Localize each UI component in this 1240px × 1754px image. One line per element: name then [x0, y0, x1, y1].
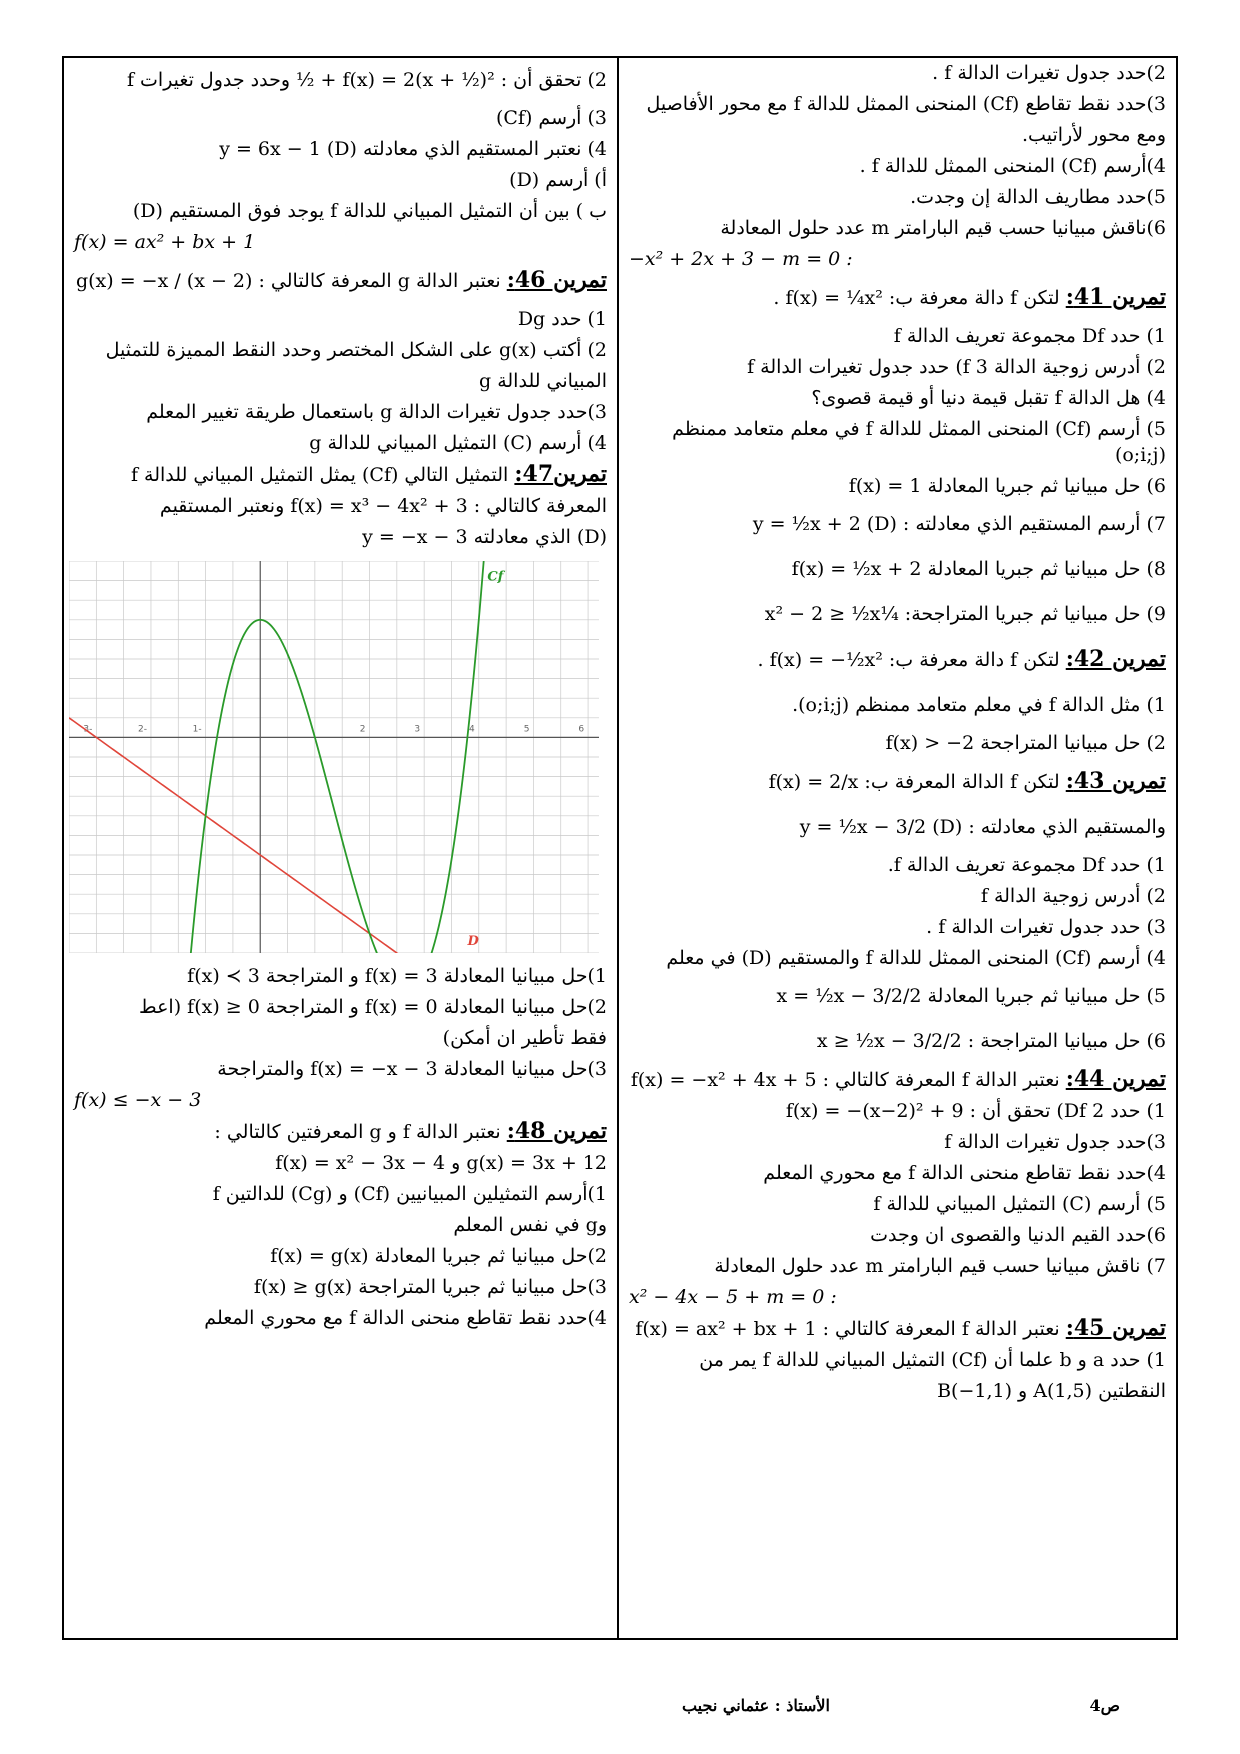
- exercise-45-header: تمرين 45: نعتبر الدالة f المعرفة كالتالي : f(x) = ax² + bx + 1: [635, 1315, 1166, 1341]
- text-line: 1) حدد Df مجموعة تعريف الدالة f.: [887, 854, 1166, 876]
- equation-line: f(x) ≤ −x − 3: [74, 1089, 202, 1111]
- text-line: 4) أرسم (C) التمثيل المبياني للدالة g: [309, 432, 607, 454]
- grid: [69, 561, 599, 953]
- text-line: المبياني للدالة g: [479, 370, 607, 392]
- tick-label: -2: [137, 724, 147, 735]
- text-line: 1) حدد Df مجموعة تعريف الدالة f: [893, 325, 1166, 347]
- exercise-44-header: تمرين 44: نعتبر الدالة f المعرفة كالتالي : f(x) = −x² + 4x + 5: [630, 1066, 1166, 1092]
- text-line: 2) تحقق أن : f(x) = 2(x + ½)² + ½ وحدد جدول تغيرات f: [126, 69, 607, 91]
- text-line: 1) حدد Df 2) تحقق أن : f(x) = −(x−2)² + 9: [785, 1100, 1166, 1122]
- equation-line: −x² + 2x + 3 − m = 0 :: [629, 248, 853, 270]
- text-line: 9) حل مبيانيا ثم جبريا المتراجحة: ¼x² − 2 ≥ ½x: [764, 603, 1166, 625]
- text-line: 4) هل الدالة f تقبل قيمة دنيا أو قيمة قصوى؟: [811, 387, 1166, 409]
- exercise-47-graph: [69, 561, 599, 953]
- text-line: 6) حل مبيانيا المتراجحة : 2/x ≥ ½x − 3/2: [816, 1030, 1166, 1052]
- text-line: 2) أدرس زوجية الدالة f 3) حدد جدول تغيرات الدالة f: [747, 356, 1166, 378]
- equation-line: x² − 4x − 5 + m = 0 :: [629, 1286, 837, 1308]
- text-line: وg في نفس المعلم: [453, 1214, 607, 1236]
- text-line: 2) أدرس زوجية الدالة f: [980, 885, 1166, 907]
- text-line: 7) ناقش مبيانيا حسب قيم البارامتر m عدد حلول المعادلة: [714, 1255, 1166, 1277]
- left-column: [66, 58, 615, 1336]
- text-line: ومع محور لأراتيب.: [1022, 124, 1166, 146]
- text-line: 1)حل مبيانيا المعادلة f(x) = 3 و المتراجحة f(x) ≺ 3: [187, 965, 607, 987]
- text-line: والمستقيم الذي معادلته : y = ½x − 3/2 (D): [799, 816, 1166, 838]
- teacher-name: الأستاذ : عثماني نجيب: [681, 1696, 830, 1715]
- text-line: 3) أرسم (Cf): [495, 107, 607, 129]
- text-line: 4)حدد نقط تقاطع منحنى الدالة f مع محوري المعلم: [204, 1307, 607, 1329]
- text-line: 3)حل مبيانيا ثم جبريا المتراجحة f(x) ≥ g(x): [253, 1276, 607, 1298]
- tick-label: 4: [469, 724, 475, 735]
- text-line: 8) حل مبيانيا ثم جبريا المعادلة f(x) = ½x + 2: [791, 558, 1166, 580]
- text-line: 2)حدد جدول تغيرات الدالة f .: [932, 62, 1166, 84]
- tick-label: 5: [523, 724, 530, 735]
- text-line: 5) حل مبيانيا ثم جبريا المعادلة 2/x = ½x − 3/2: [776, 985, 1166, 1007]
- text-line: 6) حل مبيانيا ثم جبريا المعادلة f(x) = 1: [848, 475, 1166, 497]
- tick-label: 3: [414, 724, 421, 735]
- text-line: 3)حدد جدول تغيرات الدالة g باستعمال طريقة تغيير المعلم: [146, 401, 607, 423]
- text-line: 2) حل مبيانيا المتراجحة f(x) > −2: [885, 732, 1166, 754]
- text-line: g(x) = 3x + 12 و f(x) = x² − 3x − 4: [275, 1152, 607, 1174]
- text-line: 2)حل مبيانيا المعادلة f(x) = 0 و المتراجحة f(x) ≥ 0 (اعط: [139, 996, 607, 1018]
- right-column: [621, 58, 1176, 1409]
- page-number: ص4: [1089, 1696, 1120, 1715]
- text-line: 6)حدد القيم الدنيا والقصوى ان وجدت: [870, 1224, 1166, 1246]
- text-line: (D) الذي معادلته y = −x − 3: [362, 526, 607, 548]
- equation-line: f(x) = ax² + bx + 1: [74, 231, 256, 253]
- text-line: 3)حدد نقط تقاطع (Cf) المنحنى الممثل للدالة f مع محور الأفاصيل: [646, 93, 1166, 115]
- exercise-47-header: تمرين47: التمثيل التالي (Cf) يمثل التمثيل المبياني للدالة f: [130, 461, 607, 487]
- text-line: 4)حدد نقط تقاطع منحنى الدالة f مع محوري المعلم: [763, 1162, 1166, 1184]
- text-line: 3) حدد جدول تغيرات الدالة f .: [926, 916, 1166, 938]
- curve-label: Cf: [487, 569, 504, 585]
- tick-label: 6: [578, 724, 585, 735]
- text-line: 5)حدد مطاريف الدالة إن وجدت.: [910, 186, 1166, 208]
- text-line: 1) حدد Dg: [517, 308, 607, 330]
- text-line: النقطتين A(1,5) و B(−1,1): [937, 1380, 1166, 1402]
- text-line: 6)ناقش مبيانيا حسب قيم البارامتر m عدد حلول المعادلة: [720, 217, 1166, 239]
- exercise-43-header: تمرين 43: لتكن f الدالة المعرفة ب: f(x) = 2/x: [768, 768, 1166, 794]
- text-line: 2)حل مبيانيا ثم جبريا المعادلة f(x) = g(x): [270, 1245, 607, 1267]
- tick-label: 2: [359, 724, 366, 735]
- tick-labels: [83, 724, 584, 734]
- text-line: 5) أرسم (C) التمثيل المبياني للدالة f: [873, 1193, 1166, 1215]
- line-label: D: [467, 934, 479, 950]
- text-line: 4) نعتبر المستقيم الذي معادلته y = 6x − 1 (D): [219, 138, 607, 160]
- text-line: 1)أرسم التمثيلين المبيانيين (Cf) و (Cg) للدالتين f: [212, 1183, 607, 1205]
- text-line: 3)حل مبيانيا المعادلة f(x) = −x − 3 والمتراجحة: [217, 1058, 607, 1080]
- tick-label: -1: [192, 724, 202, 735]
- text-line: 4) أرسم (Cf) المنحنى الممثل للدالة f والمستقيم (D) في معلم: [666, 947, 1166, 969]
- page-frame: [62, 56, 1178, 1640]
- text-line: 1) حدد a و b علما أن (Cf) التمثيل المبياني للدالة f يمر من: [699, 1349, 1166, 1371]
- text-line: 7) أرسم المستقيم الذي معادلته : y = ½x + 2 (D): [752, 513, 1166, 535]
- text-line: فقط تأطير ان أمكن): [442, 1027, 607, 1049]
- text-line: 2) أكتب g(x) على الشكل المختصر وحدد النقط المميزة للتمثيل: [105, 339, 607, 361]
- exercise-46-header: تمرين 46: نعتبر الدالة g المعرفة كالتالي : g(x) = −x / (x − 2): [75, 267, 607, 293]
- exercise-41-header: تمرين 41: لتكن f دالة معرفة ب: f(x) = ¼x² .: [773, 284, 1166, 310]
- exercise-42-header: تمرين 42: لتكن f دالة معرفة ب: f(x) = −½x² .: [757, 646, 1166, 672]
- exercise-48-header: تمرين 48: نعتبر الدالة f و g المعرفتين كالتالي :: [214, 1118, 607, 1144]
- text-line: 1) مثل الدالة f في معلم متعامد ممنظم (o;i;j).: [792, 694, 1166, 716]
- tick-label: -3: [83, 724, 93, 735]
- text-line: ب ) بين أن التمثيل المبياني للدالة f يوجد فوق المستقيم (D): [132, 200, 607, 222]
- text-line: 5) أرسم (Cf) المنحنى الممثل للدالة f في معلم متعامد ممنظم (o;i;j): [672, 418, 1166, 466]
- text-line: 3)حدد جدول تغيرات الدالة f: [944, 1131, 1166, 1153]
- text-line: 4)أرسم (Cf) المنحنى الممثل للدالة f .: [859, 155, 1166, 177]
- text-line: المعرفة كالتالي : f(x) = x³ − 4x² + 3 ونعتبر المستقيم: [159, 495, 607, 517]
- text-line: أ) أرسم (D): [509, 169, 607, 191]
